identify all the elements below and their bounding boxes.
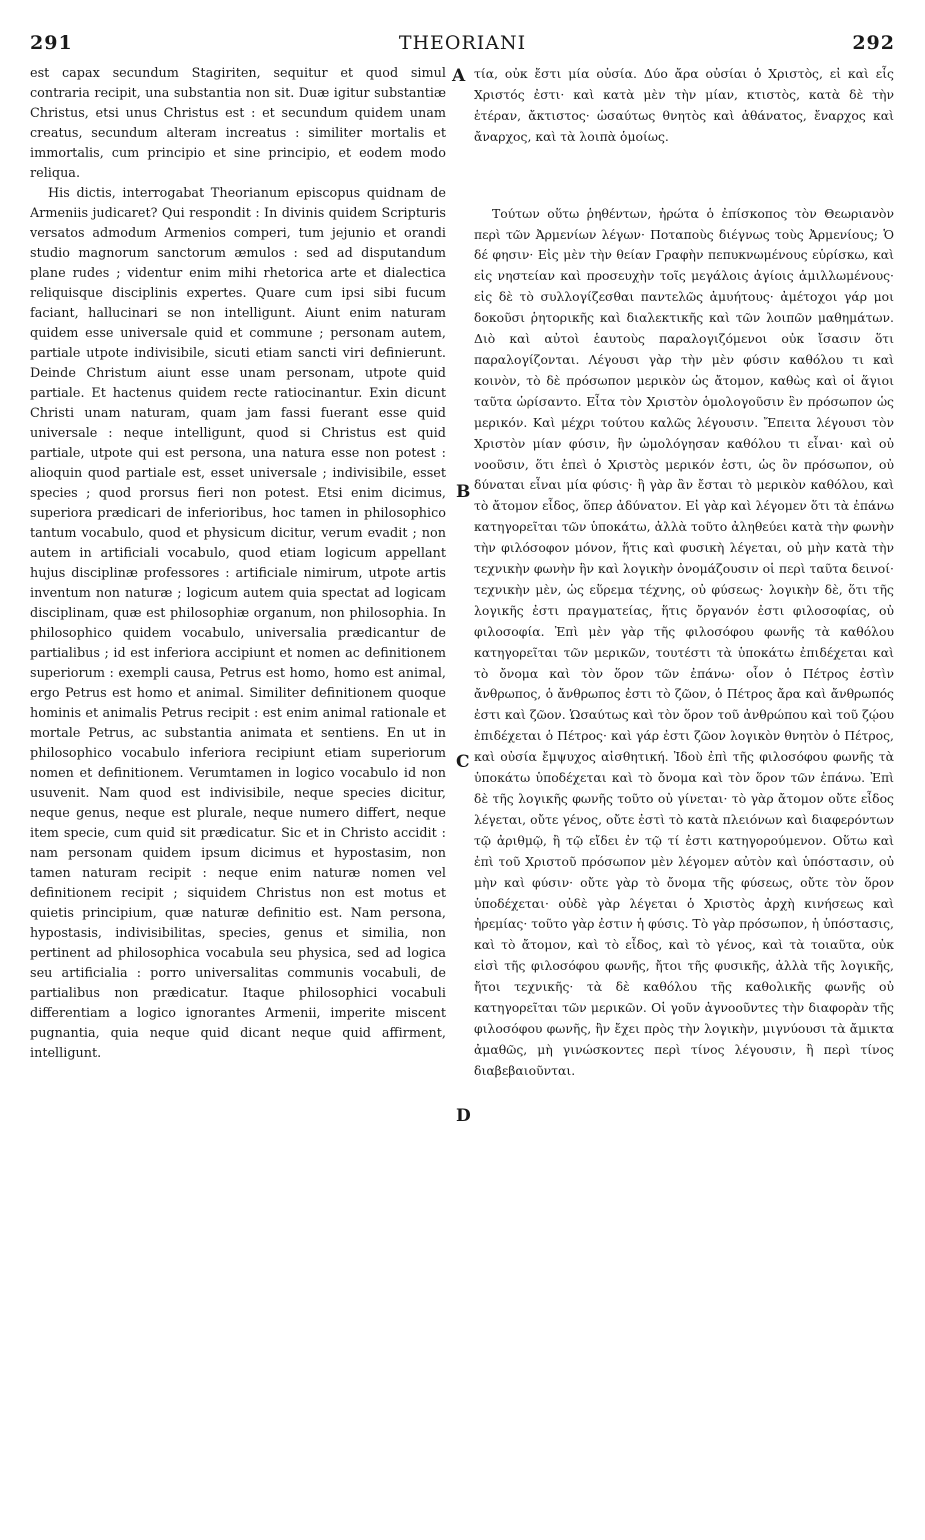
- page-number-left: 291: [30, 32, 73, 54]
- greek-paragraph-2: Τούτων οὕτω ῥηθέντων, ἠρώτα ὁ ἐπίσκοπος τὸν Θεωριανὸν περὶ τῶν Ἀρμενίων λέγων· Ποταποὺς διέγνως τοὺς Ἀρμενίους; Ὁ δέ φησιν· Εἰς μὲν τὴν θείαν Γραφὴν πεπυκνωμένους εὑρίσκω, καὶ εἰς νηστείαν καὶ προσευχὴν τοῖς μεγάλοις ἁγίοις ἁμιλλωμένους· εἰς δὲ τὸ συλλογίζεσθαι παντελῶς ἀμυήτους· ἀμέτοχοι γάρ μοι δοκοῦσι ῥητορικῆς καὶ διαλεκτικῆς καὶ τῶν λοιπῶν μαθημάτων. Διὸ καὶ αὐτοὶ ἑαυτοὺς παραλογιζόμενοι οὐκ ἴσασιν ὅτι παραλογίζονται. Λέγουσι γὰρ τὴν μὲν φύσιν καθόλου τι καὶ κοινὸν, τὸ δὲ πρόσωπον μερικὸν ὡς ἄτομον, καθὼς καὶ οἱ ἅγιοι ταῦτα ὡρίσαντο. Εἶτα τὸν Χριστὸν ὁμολογοῦσιν ἓν πρόσωπον ὡς μερικόν. Καὶ μέχρι τούτου καλῶς λέγουσιν. Ἔπειτα λέγουσι τὸν Χριστὸν μίαν φύσιν, ἣν ὡμολόγησαν καθόλου τι εἶναι· καὶ οὐ νοοῦσιν, ὅτι ἐπεὶ ὁ Χριστὸς μερικόν ἐστι, ὡς ὂν πρόσωπον, οὐ δύναται εἶναι μία φύσις· ἢ γὰρ ἂν ἔσται τὸ μερικὸν καθόλου, καὶ τὸ ἄτομον εἶδος, ὅπερ ἀδύνατον. Εἰ γὰρ καὶ λέγομεν ὅτι τὰ ἐπάνω κατηγορεῖται τῶν ὑποκάτω, ἀλλὰ τοῦτο ἀληθεύει κατὰ τὴν φωνὴν τὴν φιλόσοφον μόνον, ἥτις καὶ φυσικὴ λέγεται, οὐ μὴν κατὰ τὴν τεχνικὴν φωνὴν ἣν καὶ λογικὴν ὀνομάζουσιν οἱ περὶ ταῦτα δεινοί· τεχνικὴν μὲν, ὡς εὕρεμα τέχνης, οὐ φύσεως· λογικὴν δὲ, ὅτι τῆς λογικῆς ἐστι πραγματείας, ἥτις ὄργανόν ἐστι φιλοσοφίας, οὐ φιλοσοφία. Ἐπὶ μὲν γὰρ τῆς φιλοσόφου φωνῆς τὰ καθόλου κατηγορεῖται τῶν μερικῶν, τουτέστι τὰ ὑποκάτω ἐπιδέχεται καὶ τὸ ὄνομα καὶ τὸν ὅρον τῶν ἐπάνω· οἷον ὁ Πέτρος ἐστὶν ἄνθρωπος, ὁ ἄνθρωπος ἐστι τὸ ζῶον, ὁ Πέτρος ἄρα καὶ ἄνθρωπός ἐστι καὶ ζῶον. Ὡσαύτως καὶ τὸν ὅρον τοῦ ἀνθρώπου καὶ τοῦ ζῴου ἐπιδέχεται ὁ Πέτρος· καὶ γάρ ἐστι ζῶον λογικὸν θνητὸν ὁ Πέτρος, καὶ οὐσία ἔμψυχος αἰσθητική. Ἰδοὺ ἐπὶ τῆς φιλοσόφου φωνῆς τὰ ὑποκάτω ὑποδέχεται καὶ τὸ ὄνομα καὶ τὸν ὅρον τῶν ἐπάνω. Ἐπὶ δὲ τῆς λογικῆς φωνῆς τοῦτο οὐ γίνεται· τὸ γὰρ ἄτομον οὔτε εἶδος λέγεται, οὔτε γένος, οὔτε ἐστὶ τὸ κατὰ πλειόνων καὶ διαφερόντων τῷ ἀριθμῷ, ἢ τῷ εἴδει ἐν τῷ τί ἐστι κατηγορούμενον. Οὕτω καὶ ἐπὶ τοῦ Χριστοῦ πρόσωπον μὲν λέγομεν αὐτὸν καὶ ὑπόστασιν, οὐ μὴν καὶ φύσιν· οὔτε γὰρ τὸ ὄνομα τῆς φύσεως, οὔτε τὸν ὅρον ὑποδέχεται· οὐδὲ γὰρ λέγεται ὁ Χριστὸς ἀρχὴ κινήσεως καὶ ἠρεμίας· τοῦτο γὰρ ἐστιν ἡ φύσις. Τὸ γὰρ πρόσωπον, ἡ ὑπόστασις, καὶ τὸ ἄτομον, καὶ τὸ εἶδος, καὶ τὸ γένος, καὶ τὰ τοιαῦτα, οὐκ εἰσὶ τῆς φιλοσόφου φωνῆς, ἤτοι τῆς φυσικῆς, ἀλλὰ τῆς λογικῆς, ἤτοι τεχνικῆς· τὰ δὲ καθόλου τῆς καθολικῆς φωνῆς οὐ κατηγορεῖται τῶν μερικῶν. Οἱ γοῦν ἀγνοοῦντες τὴν διαφορὰν τῆς φιλοσόφου φωνῆς, ἣν ἔχει πρὸς τὴν λογικὴν, μιγνύουσι τὰ ἄμικτα ἀμαθῶς, μὴ γινώσκοντες περὶ τίνος λέγουσιν, ἢ περὶ τίνος διαβεβαιοῦνται.: [474, 205, 894, 1078]
- running-title: THEORIANI: [398, 32, 527, 54]
- section-marker-c: C: [456, 752, 470, 772]
- latin-column: [30, 64, 446, 1464]
- greek-paragraph-1: τία, οὐκ ἔστι μία οὐσία. Δύο ἄρα οὐσίαι ὁ Χριστὸς, εἰ καὶ εἷς Χριστός ἐστι· καὶ κατὰ μὲν τὴν μίαν, κτιστὸς, κατὰ δὲ τὴν ἑτέραν, ἄκτιστος· ὡσαύτως θνητὸς καὶ ἀθάνατος, ἔναρχος καὶ ἄναρχος, καὶ τὰ λοιπὰ ὁμοίως.: [474, 66, 894, 144]
- latin-paragraph-2: His dictis, interrogabat Theorianum episcopus quidnam de Armeniis judicaret? Qui respondit : In divinis quidem Scripturis versatos admodum Armenios comperi, tum jejunio et orandi studio magnorum sanctorum æmulos : sed ad disputandum plane rudes ; videntur enim mihi rhetorica arte et dialectica reliquisque disciplinis expertes. Quare cum ipsi sibi fucum faciant, hallucinari se non intelligunt. Aiunt enim naturam quidem esse universale quid et commune ; personam autem, partiale utpote indivisibile, sicuti etiam sancti viri definierunt. Deinde Christum aiunt esse unam personam, utpote quid partiale. Et hactenus quidem recte ratiocinantur. Exin dicunt Christi unam naturam, quam jam fassi fuerant esse quid universale : neque intelligunt, quod si Christus est quid partiale, utpote qui est persona, una natura esse non potest : alioquin quod partiale est, esset universale ; indivisibile, esset species ; quod prorsus fieri non potest. Etsi enim dicimus, superiora prædicari de inferioribus, hoc tamen in philosophico tantum vocabulo, quod et physicum dicitur, verum evadit ; non autem in artificiali vocabulo, quod etiam logicum appellant hujus disciplinæ professores : artificiale nimirum, utpote artis inventum non naturæ ; logicum autem quia spectat ad logicam disciplinam, quæ est philosophiæ organum, non philosophia. In philosophico quidem vocabulo, universalia prædicantur de partialibus ; id est inferiora accipiunt et nomen ac definitionem superiorum : exempli causa, Petrus est homo, homo est animal, ergo Petrus est homo et animal. Similiter definitionem quoque hominis et animalis Petrus recipit : est enim animal rationale et mortale Petrus, ac substantia animata et sentiens. En ut in philosophico vocabulo inferiora recipiunt etiam superiorum nomen et definitionem. Verumtamen in logico vocabulo id non usuvenit. Nam quod est indivisibile, neque species dicitur, neque genus, neque est plurale, neque numero differt, neque item specie, cum quid sit prædicatur. Sic et in Christo accidit : nam personam quidem ipsum dicimus et hypostasim, non tamen naturam recipit : neque enim naturæ nomen vel definitionem recipit ; siquidem Christus non est motus et quietis principium, quæ naturæ definitio est. Nam persona, hypostasis, indivisibilitas, species, genus et similia, non pertinent ad philosophica vocabula seu physica, sed ad logica seu artificialia : porro universalitas communis vocabuli, de partialibus non prædicatur. Itaque philosophici vocabuli differentiam a logico ignorantes Armenii, imperite miscent pugnantia, quia neque quid dicant neque quid affirment, intelligunt.: [30, 186, 446, 1061]
- page-number-right: 292: [852, 32, 895, 54]
- greek-column: [474, 64, 894, 1464]
- page-header: [30, 32, 895, 58]
- section-marker-a: A: [452, 66, 466, 86]
- latin-paragraph-1: est capax secundum Stagiriten, sequitur et quod simul contraria recipit, una substantia non sit. Duæ igitur substantiæ Christus, etsi unus Christus est : et secundum quidem unam creatus, secundum alteram increatus : similiter mortalis et immortalis, cum principio et sine principio, et eodem modo reliqua.: [30, 66, 446, 181]
- section-marker-d: D: [456, 1106, 471, 1126]
- section-marker-b: B: [456, 482, 471, 502]
